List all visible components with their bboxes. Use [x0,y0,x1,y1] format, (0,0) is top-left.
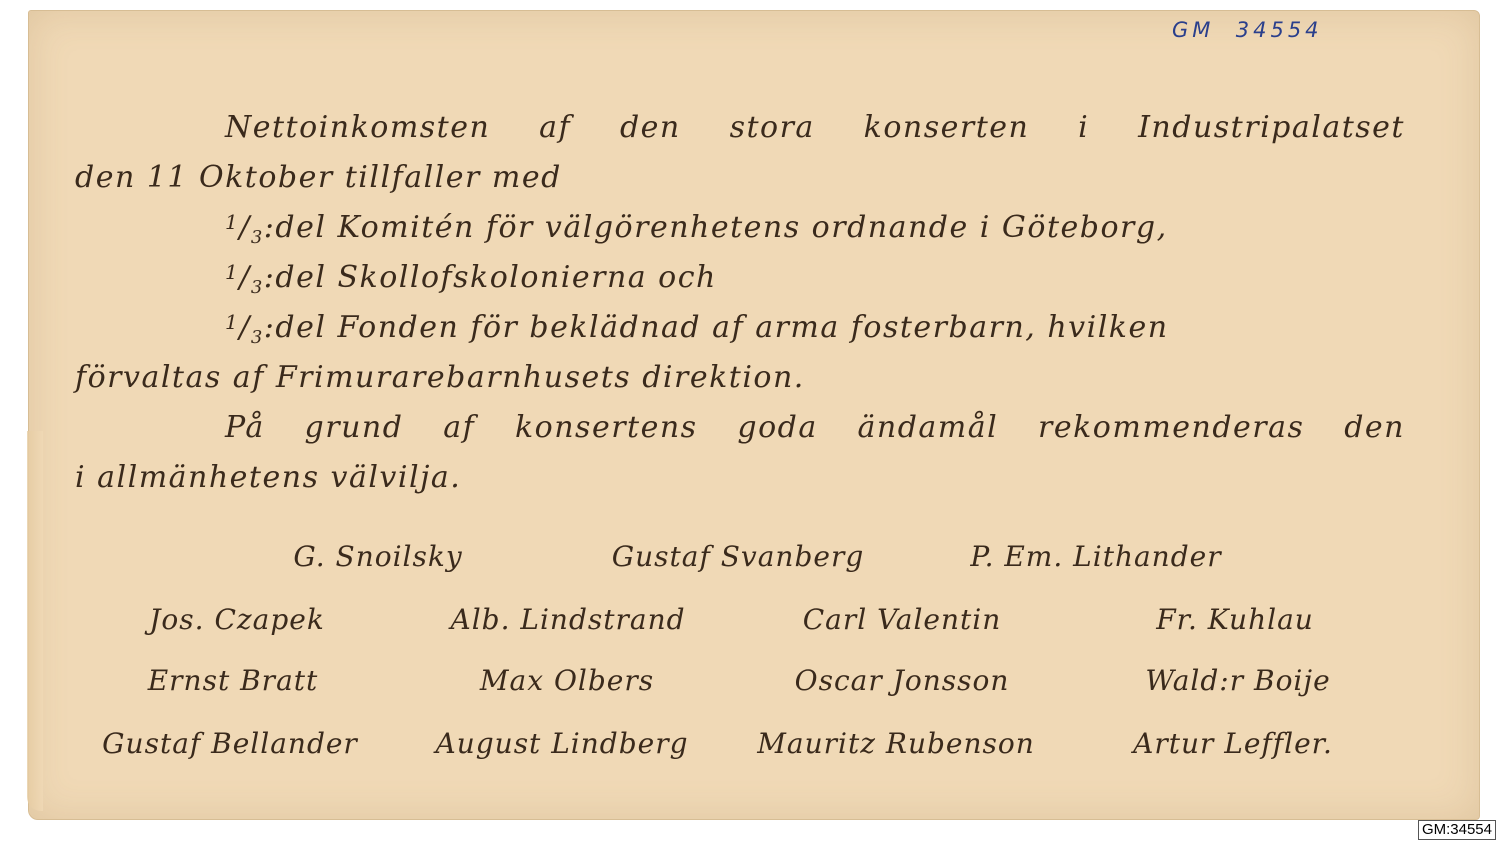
fraction-numerator: 1 [225,310,240,334]
share-line-2: $^1/_3:del$ Skollofskolonierna och [225,260,717,298]
signature: P. Em. Lithander [970,540,1222,573]
signature: Jos. Czapek [149,603,325,636]
text-line-1: Nettoinkomsten af den stora konserten i Industripalatset [225,110,1405,145]
signature: Alb. Lindstrand [450,603,686,636]
signature: Wald:r Boije [1145,664,1331,697]
share-text-3: :del Fonden för beklädnad af arma fosterbarn, hvilken [263,310,1169,345]
text-line-2: den 11 Oktober tillfaller med [75,160,562,195]
signature: Gustaf Bellander [102,727,358,760]
fraction-denominator: 3 [250,227,264,248]
share-text-2: :del Skollofskolonierna och [263,260,717,295]
share-line-3: $^1/_3:del$ Fonden för beklädnad af arma fosterbarn, hvilken [225,310,1169,348]
signature: Ernst Bratt [147,664,319,697]
fraction-numerator: 1 [225,210,240,234]
signature: Mauritz Rubenson [757,727,1035,760]
catalog-label: GM:34554 [1418,820,1496,840]
signature: Fr. Kuhlau [1156,603,1314,636]
text-line-7: På grund af konsertens goda ändamål rekommenderas den [225,410,1405,445]
signature: Artur Leffler. [1133,727,1333,760]
signature: G. Snoilsky [293,540,463,573]
fraction-denominator: 3 [250,327,264,348]
signature: Max Olbers [479,664,655,697]
signature: August Lindberg [435,727,689,760]
handwritten-inventory-number: GM 34554 [1172,18,1323,42]
fraction-denominator: 3 [250,277,264,298]
signature: Carl Valentin [802,603,1002,636]
text-line-6: förvaltas af Frimurarebarnhusets direktion. [75,360,805,395]
fraction-numerator: 1 [225,260,240,284]
share-text-1: :del Komitén för välgörenhetens ordnande i Göteborg, [263,210,1168,245]
signature: Gustaf Svanberg [611,540,865,573]
share-line-1: $^1/_3:del$ Komitén för välgörenhetens ordnande i Göteborg, [225,210,1168,248]
signature: Oscar Jonsson [794,664,1010,697]
text-line-8: i allmänhetens välvilja. [75,460,462,495]
